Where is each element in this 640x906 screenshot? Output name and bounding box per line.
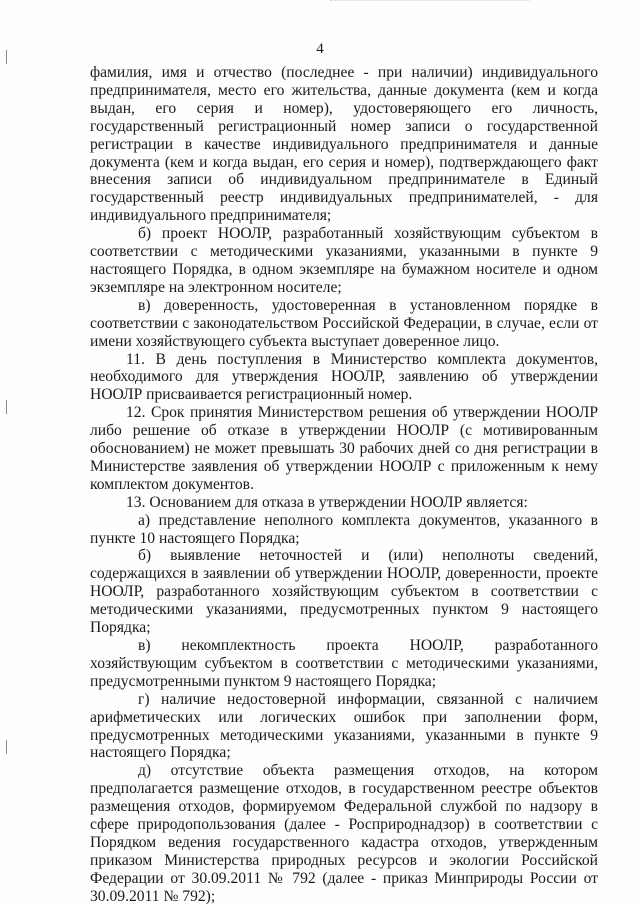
scan-artifact [330,0,530,9]
paragraph-item-b-project: б) проект НООЛР, разработанный хозяйствующим субъектом в соответствии с методическими указаниями, указанными в пункте 9 настоящего Порядка, в одном экземпляре на бумажном носителе и одном экземпляре на электронном носителе; [90,225,598,296]
scan-margin-mark [6,740,7,754]
paragraph-refusal-b: б) выявление неточностей и (или) неполноты сведений, содержащихся в заявлении об утверждении НООЛР, доверенности, проекте НООЛР, разработанного хозяйствующим субъектом в соответствии с методическими указаниями, предусмотренных пунктом 9 настоящего Порядка; [90,547,598,637]
paragraph-clause-12: 12. Срок принятия Министерством решения об утверждении НООЛР либо решение об отказе в утверждении НООЛР (с мотивированным обоснованием) не может превышать 30 рабочих дней со дня регистрации в Министерстве заявления об утверждении НООЛР с приложенным к нему комплектом документов. [90,404,598,493]
document-body [90,64,598,906]
page-number: 4 [316,41,324,57]
paragraph-clause-13: 13. Основанием для отказа в утверждении НООЛР является: [126,493,528,511]
scan-margin-mark [6,400,7,414]
paragraph-refusal-g: г) наличие недостоверной информации, связанной с наличием арифметических или логических ошибок при заполнении форм, предусмотренных методическими указаниями, указанными в пункте 9 настоящего Порядка; [90,690,598,762]
paragraph-refusal-a: а) представление неполного комплекта документов, указанного в пункте 10 настоящего Порядка; [90,511,598,547]
paragraph-applicant-details: фамилия, имя и отчество (последнее - при наличии) индивидуального предпринимателя, место его жительства, данные документа (кем и когда выдан, его серия и номер), удостоверяющего его личность, государственный регистрационный номер записи о государственной регистрации в качестве индивидуального предпринимателя и данные документа (кем и когда выдан, его серия и номер), подтверждающего факт внесения записи об индивидуальном предпринимателе в Единый государственный реестр индивидуальных предпринимателей, - для индивидуального предпринимателя; [90,64,598,225]
paragraph-clause-11: 11. В день поступления в Министерство комплекта документов, необходимого для утверждения НООЛР, заявлению об утверждении НООЛР присваивается регистрационный номер. [90,350,598,404]
paragraph-item-v-power-of-attorney: в) доверенность, удостоверенная в установленном порядке в соответствии с законодательством Российской Федерации, в случае, если от имени хозяйствующего субъекта выступает доверенное лицо. [90,296,598,350]
paragraph-refusal-d: д) отсутствие объекта размещения отходов, на котором предполагается размещение отходов, в государственном реестре объектов размещения отходов, формируемом Федеральной службой по надзору в сфере природопользования (далее - Росприроднадзор) в соответствии с Порядком ведения государственного кадастра отходов, утвержденным приказом Министерства природных ресурсов и экологии Российской Федерации от 30.09.2011 № 792 (далее - приказ Минприроды России от 30.09.2011 № 792); [90,762,598,905]
paragraph-refusal-v: в) некомплектность проекта НООЛР, разработанного хозяйствующим субъектом в соответствии с методическими указаниями, предусмотренными пунктом 9 настоящего Порядка; [90,637,598,690]
